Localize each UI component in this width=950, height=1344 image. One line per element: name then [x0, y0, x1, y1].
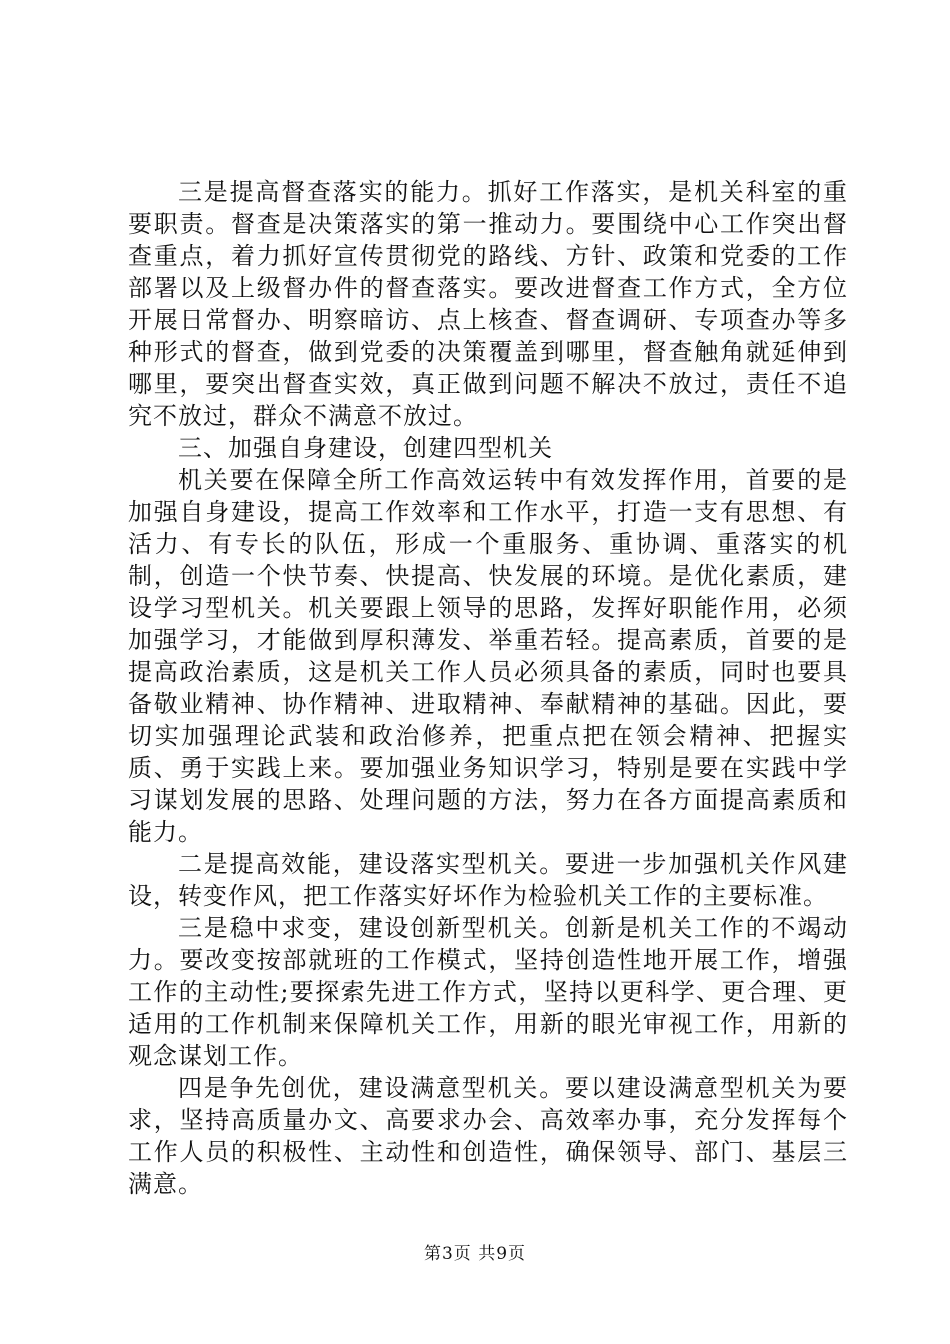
document-body: [128, 176, 848, 1200]
paragraph-innovation-organ: 三是稳中求变，建设创新型机关。创新是机关工作的不竭动力。要改变按部就班的工作模式，坚持创造性地开展工作，增强工作的主动性;要探索先进工作方式，坚持以更科学、更合理、更适用的工作机制来保障机关工作，用新的眼光审视工作，用新的观念谋划工作。: [128, 914, 848, 1070]
paragraph-satisfaction-organ: 四是争先创优，建设满意型机关。要以建设满意型机关为要求，坚持高质量办文、高要求办会、高效率办事，充分发挥每个工作人员的积极性、主动性和创造性，确保领导、部门、基层三满意。: [128, 1074, 848, 1198]
paragraph-supervision-ability: 三是提高督查落实的能力。抓好工作落实，是机关科室的重要职责。督查是决策落实的第一推动力。要围绕中心工作突出督查重点，着力抓好宣传贯彻党的路线、方针、政策和党委的工作部署以及上级督办件的督查落实。要改进督查工作方式，全方位开展日常督办、明察暗访、点上核查、督查调研、专项查办等多种形式的督查，做到党委的决策覆盖到哪里，督查触角就延伸到哪里，要突出督查实效，真正做到问题不解决不放过，责任不追究不放过，群众不满意不放过。: [128, 178, 848, 430]
page-number: 第3页 共9页: [423, 1244, 527, 1264]
paragraph-efficiency-organ: 二是提高效能，建设落实型机关。要进一步加强机关作风建设，转变作风，把工作落实好坏作为检验机关工作的主要标准。: [128, 850, 848, 910]
paragraph-learning-organ: 机关要在保障全所工作高效运转中有效发挥作用，首要的是加强自身建设，提高工作效率和工作水平，打造一支有思想、有活力、有专长的队伍，形成一个重服务、重协调、重落实的机制，创造一个快节奏、快提高、快发展的环境。是优化素质，建设学习型机关。机关要跟上领导的思路，发挥好职能作用，必须加强学习，才能做到厚积薄发、举重若轻。提高素质，首要的是提高政治素质，这是机关工作人员必须具备的素质，同时也要具备敬业精神、协作精神、进取精神、奉献精神的基础。因此，要切实加强理论武装和政治修养，把重点把在领会精神、把握实质、勇于实践上来。要加强业务知识学习，特别是要在实践中学习谋划发展的思路、处理问题的方法，努力在各方面提高素质和能力。: [128, 466, 848, 846]
section-heading-self-construction: 三、加强自身建设，创建四型机关: [178, 434, 553, 462]
page-footer: [0, 1242, 950, 1266]
